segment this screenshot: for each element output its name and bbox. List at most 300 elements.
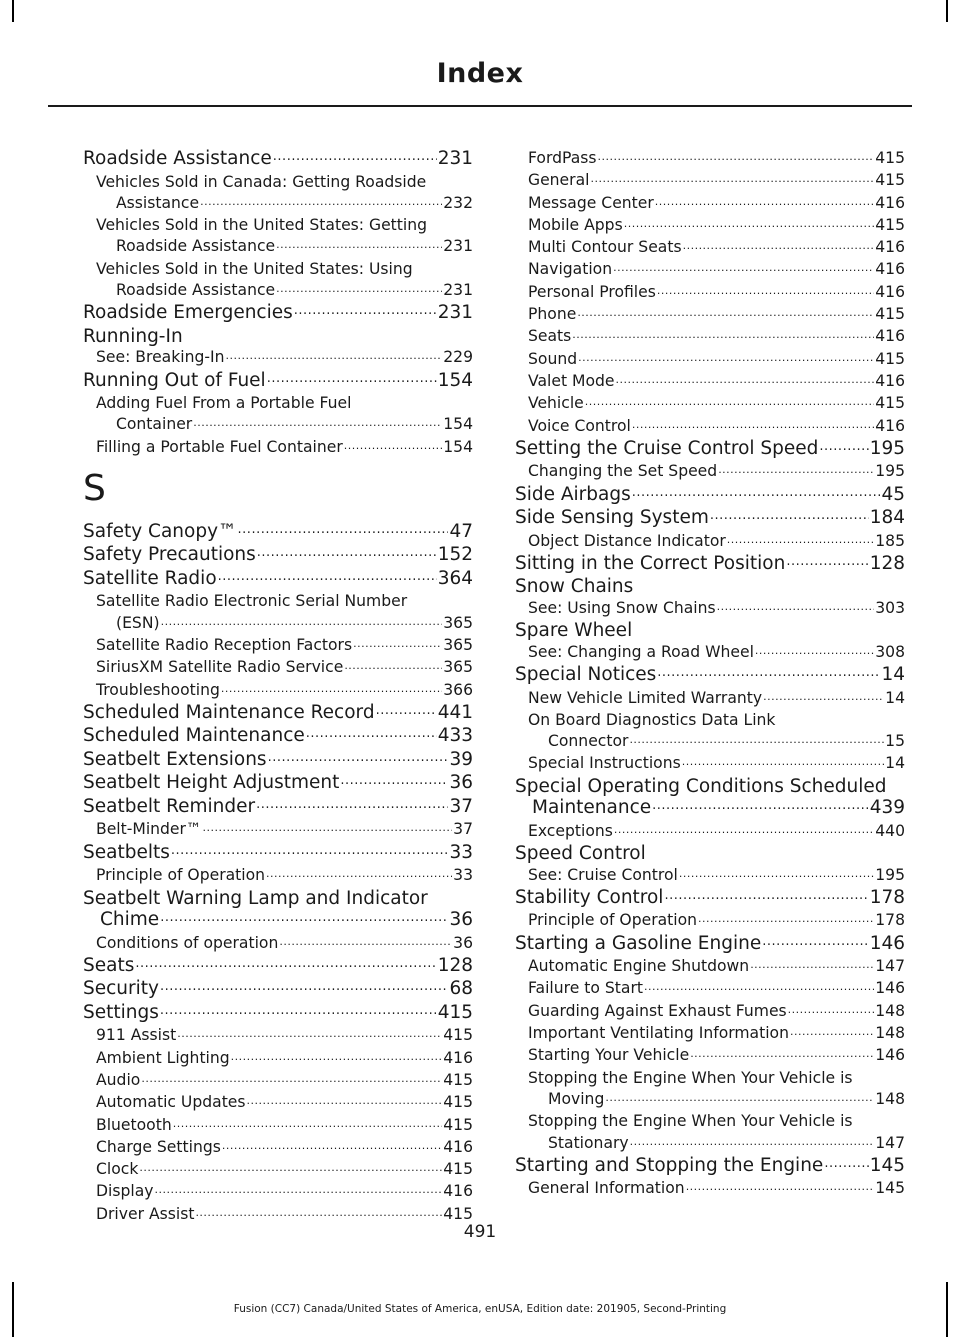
entry-text: Display (96, 1182, 154, 1201)
page-ref: 195 (875, 865, 905, 884)
entry-text: Seats (528, 327, 572, 346)
index-subentry (515, 170, 905, 192)
entry-text: Snow Chains (515, 576, 634, 598)
dot-leader (353, 633, 442, 654)
index-subentry (515, 416, 905, 438)
entry-text: Audio (96, 1070, 141, 1089)
page-ref: 415 (875, 349, 905, 368)
entry-text-continued: Moving (548, 1089, 605, 1108)
page-ref: 365 (443, 658, 473, 677)
entry-text: See: Cruise Control (528, 865, 678, 884)
page-ref: 128 (437, 954, 473, 976)
entry-text: Scheduled Maintenance (83, 725, 305, 747)
entry-text: Mobile Apps (528, 215, 623, 234)
page-ref: 232 (443, 193, 473, 212)
entry-text: Side Sensing System (515, 507, 709, 529)
page-ref: 416 (443, 1182, 473, 1201)
dot-leader (824, 1153, 868, 1175)
dot-leader (257, 542, 437, 564)
page-ref: 146 (875, 1046, 905, 1065)
page-ref: 415 (875, 305, 905, 324)
page-ref: 416 (875, 282, 905, 301)
page-ref: 415 (875, 394, 905, 413)
entry-text: Seatbelts (83, 841, 170, 863)
dot-leader (141, 1068, 442, 1089)
entry-text: Exceptions (528, 821, 613, 840)
entry-text: Running Out of Fuel (83, 369, 266, 391)
dot-leader (683, 235, 875, 256)
dot-leader (664, 885, 868, 907)
index-subentry (83, 1181, 473, 1203)
page-ref: 148 (875, 1024, 905, 1043)
entry-text: Starting and Stopping the Engine (515, 1154, 824, 1176)
dot-leader (578, 347, 874, 368)
dot-leader (160, 907, 448, 929)
entry-text-continued: Roadside Assistance (116, 237, 276, 256)
dot-leader (273, 146, 437, 168)
index-subentry (515, 710, 905, 754)
page-ref: 366 (443, 680, 473, 699)
index-subentry (83, 215, 473, 259)
dot-leader (763, 686, 884, 707)
entry-text-continued: Assistance (116, 193, 200, 212)
dot-leader (698, 908, 874, 929)
dot-leader (231, 1046, 443, 1067)
entry-text: Object Distance Indicator (528, 531, 726, 550)
entry-text: Principle of Operation (528, 911, 698, 930)
index-entry (83, 749, 473, 773)
dot-leader (682, 751, 884, 772)
page-ref: 47 (449, 520, 473, 542)
dot-leader (195, 1202, 442, 1223)
entry-text-continued: Roadside Assistance (116, 280, 276, 299)
dot-leader (657, 280, 874, 301)
page-ref: 195 (869, 437, 905, 459)
page-ref: 441 (437, 701, 473, 723)
entry-text: Stability Control (515, 886, 664, 908)
page-ref: 14 (885, 754, 905, 773)
entry-text: Filling a Portable Fuel Container (96, 437, 343, 456)
page-ref: 37 (449, 795, 473, 817)
page-ref: 148 (875, 1089, 905, 1108)
entry-text: Belt-Minder™ (96, 820, 202, 839)
index-subentry (515, 215, 905, 237)
index-subentry (515, 531, 905, 553)
entry-text: Setting the Cruise Control Speed (515, 437, 819, 459)
dot-leader (717, 596, 875, 617)
entry-text: General Information (528, 1179, 685, 1198)
dot-leader (340, 770, 448, 792)
dot-leader (268, 747, 449, 769)
entry-text: Important Ventilating Information (528, 1024, 789, 1043)
entry-text: Conditions of operation (96, 933, 279, 952)
dot-leader (590, 168, 874, 189)
entry-text: Driver Assist (96, 1204, 195, 1223)
entry-text: Principle of Operation (96, 866, 266, 885)
page-ref: 154 (443, 415, 473, 434)
entry-text: Automatic Engine Shutdown (528, 957, 750, 976)
page-ref: 416 (875, 416, 905, 435)
index-entry (83, 568, 473, 592)
dot-leader (718, 459, 874, 480)
entry-text: Navigation (528, 260, 613, 279)
entry-text: On Board Diagnostics Data Link (528, 710, 776, 729)
index-entry (515, 484, 905, 508)
page-ref: 147 (875, 957, 905, 976)
index-entry (83, 725, 473, 749)
index-entry (83, 978, 473, 1002)
entry-text-continued: Stationary (548, 1133, 629, 1152)
entry-text: Special Notices (515, 664, 657, 686)
page-ref: 415 (443, 1026, 473, 1045)
page-ref: 152 (437, 544, 473, 566)
index-entry (515, 576, 905, 598)
page-ref: 14 (885, 688, 905, 707)
index-subentry (515, 865, 905, 887)
page-ref: 365 (443, 613, 473, 632)
dot-leader (605, 1087, 874, 1108)
entry-text: Failure to Start (528, 979, 643, 998)
entry-text: Bluetooth (96, 1115, 172, 1134)
index-subentry (515, 1111, 905, 1155)
dot-leader (139, 1157, 442, 1178)
entry-text: Troubleshooting (96, 680, 220, 699)
entry-text: Seatbelt Extensions (83, 748, 267, 770)
index-subentry (515, 371, 905, 393)
index-entry (83, 521, 473, 545)
index-subentry (515, 461, 905, 483)
dot-leader (279, 931, 452, 952)
entry-text: Seatbelt Warning Lamp and Indicator (83, 887, 428, 909)
dot-leader (171, 840, 449, 862)
index-entry (83, 842, 473, 866)
dot-leader (577, 302, 874, 323)
entry-text: Spare Wheel (515, 620, 633, 642)
page-ref: 415 (443, 1204, 473, 1223)
dot-leader (154, 1179, 442, 1200)
index-subentry (83, 865, 473, 887)
entry-text: See: Breaking-In (96, 348, 225, 367)
page-title: Index (436, 58, 524, 89)
dot-leader (376, 700, 437, 722)
page-ref: 195 (875, 462, 905, 481)
entry-text: Seatbelt Height Adjustment (83, 772, 340, 794)
entry-text-continued: (ESN) (116, 613, 160, 632)
dot-leader (200, 191, 442, 212)
index-entry (83, 148, 473, 172)
index-subentry (83, 1159, 473, 1181)
index-subentry (515, 1045, 905, 1067)
index-entry (515, 438, 905, 462)
page-ref: 415 (443, 1115, 473, 1134)
index-subentry (83, 1070, 473, 1092)
entry-text: Roadside Assistance (83, 148, 272, 169)
page-ref: 416 (443, 1048, 473, 1067)
dot-leader (221, 678, 442, 699)
entry-text: Personal Profiles (528, 282, 656, 301)
dot-leader (657, 662, 880, 684)
page-ref: 415 (443, 1093, 473, 1112)
index-subentry (83, 259, 473, 303)
page-ref: 416 (443, 1137, 473, 1156)
index-subentry (515, 259, 905, 281)
entry-continuation (96, 236, 473, 258)
entry-continuation (528, 1133, 905, 1155)
page-ref: 229 (443, 348, 473, 367)
entry-text: Guarding Against Exhaust Fumes (528, 1001, 787, 1020)
index-column-right (515, 148, 905, 1201)
index-subentry (515, 598, 905, 620)
dot-leader (238, 519, 449, 541)
page-ref: 415 (875, 171, 905, 190)
page-ref: 14 (881, 664, 905, 686)
page-ref: 185 (875, 531, 905, 550)
index-entry (515, 933, 905, 957)
dot-leader (632, 414, 874, 435)
entry-text: Seats (83, 954, 135, 976)
index-entry (83, 955, 473, 979)
page-ref: 439 (869, 797, 905, 819)
dot-leader (616, 369, 875, 390)
entry-text: Charge Settings (96, 1137, 221, 1156)
page-ref: 147 (875, 1133, 905, 1152)
entry-continuation (96, 280, 473, 302)
crop-mark-top-left (12, 0, 14, 22)
dot-leader (247, 1090, 443, 1111)
page-ref: 415 (443, 1160, 473, 1179)
section-letter: S (83, 467, 106, 509)
page-ref: 68 (449, 978, 473, 1000)
entry-text: 911 Assist (96, 1026, 177, 1045)
index-subentry (515, 393, 905, 415)
index-subentry (83, 591, 473, 635)
entry-text: See: Using Snow Chains (528, 598, 716, 617)
dot-leader (624, 213, 875, 234)
index-entry (515, 620, 905, 642)
page-ref: 146 (869, 932, 905, 954)
page-ref: 36 (453, 933, 473, 952)
index-entry (515, 553, 905, 577)
page-ref: 440 (875, 821, 905, 840)
entry-text: Vehicles Sold in the United States: Using (96, 259, 413, 278)
dot-leader (790, 1021, 874, 1042)
page-ref: 416 (875, 371, 905, 390)
entry-text: See: Changing a Road Wheel (528, 642, 754, 661)
index-subentry (515, 349, 905, 371)
index-entry (83, 796, 473, 820)
dot-leader (690, 1043, 874, 1064)
dot-leader (225, 345, 442, 366)
entry-text-continued: Maintenance (532, 797, 652, 819)
page-ref: 231 (443, 237, 473, 256)
index-subentry (83, 933, 473, 955)
page-ref: 303 (875, 598, 905, 617)
page-ref: 178 (869, 886, 905, 908)
dot-leader (218, 566, 437, 588)
page-ref: 365 (443, 636, 473, 655)
dot-leader (306, 723, 437, 745)
index-subentry (515, 237, 905, 259)
dot-leader (276, 278, 442, 299)
page-ref: 416 (875, 260, 905, 279)
page-ref: 146 (875, 979, 905, 998)
dot-leader (203, 817, 453, 838)
index-entry (515, 664, 905, 688)
dot-leader (762, 931, 868, 953)
entry-text: Roadside Emergencies (83, 302, 293, 324)
page-ref: 416 (875, 327, 905, 346)
page-ref: 416 (875, 193, 905, 212)
page-ref: 36 (449, 772, 473, 794)
page-ref: 145 (875, 1179, 905, 1198)
index-subentry (83, 657, 473, 679)
index-subentry (515, 148, 905, 170)
footer-edition-info: Fusion (CC7) Canada/United States of America, enUSA, Edition date: 201905, Second-Printing (233, 1303, 727, 1315)
index-entry (83, 370, 473, 394)
entry-text: SiriusXM Satellite Radio Service (96, 658, 344, 677)
index-subentry (515, 688, 905, 710)
index-entry (83, 1002, 473, 1026)
dot-leader (614, 819, 874, 840)
dot-leader (727, 529, 874, 550)
page-ref: 128 (869, 552, 905, 574)
index-subentry (515, 326, 905, 348)
index-subentry (515, 304, 905, 326)
page-ref: 145 (869, 1154, 905, 1176)
index-entry (83, 888, 473, 933)
dot-leader (572, 324, 874, 345)
index-subentry (515, 978, 905, 1000)
dot-leader (598, 146, 875, 167)
entry-continuation (96, 193, 473, 215)
index-subentry (515, 193, 905, 215)
entry-text: Special Operating Conditions Scheduled (515, 775, 887, 797)
entry-continuation (515, 797, 905, 821)
page-ref: 184 (869, 507, 905, 529)
index-subentry (83, 393, 473, 437)
index-subentry (83, 1092, 473, 1114)
entry-text: Sound (528, 349, 578, 368)
entry-text-continued: Container (116, 415, 193, 434)
dot-leader (173, 1113, 443, 1134)
dot-leader (710, 505, 869, 527)
entry-text: Side Airbags (515, 483, 631, 505)
entry-text: Phone (528, 305, 577, 324)
index-entry (83, 772, 473, 796)
index-subentry (83, 635, 473, 657)
index-entry (83, 544, 473, 568)
index-entry (83, 302, 473, 326)
page-ref: 154 (437, 369, 473, 391)
index-subentry (83, 347, 473, 369)
index-subentry (83, 1137, 473, 1159)
index-subentry (83, 172, 473, 216)
index-entry (515, 507, 905, 531)
page-ref: 15 (885, 732, 905, 751)
entry-text: Starting a Gasoline Engine (515, 932, 762, 954)
index-entry (83, 702, 473, 726)
index-subentry (515, 753, 905, 775)
entry-text: Voice Control (528, 416, 631, 435)
page-ref: 231 (437, 302, 473, 324)
entry-text: Stopping the Engine When Your Vehicle is (528, 1112, 853, 1131)
entry-text: Sitting in the Correct Position (515, 552, 786, 574)
entry-continuation (528, 731, 905, 753)
dot-leader (344, 435, 442, 456)
page-ref: 416 (875, 238, 905, 257)
dot-leader (686, 1176, 875, 1197)
index-entry (83, 326, 473, 348)
entry-text-continued: Connector (548, 732, 629, 751)
entry-text: Satellite Radio Electronic Serial Number (96, 592, 408, 611)
index-column-left (83, 148, 473, 1226)
page-ref: 39 (449, 748, 473, 770)
entry-text: Seatbelt Reminder (83, 795, 256, 817)
entry-text: Satellite Radio Reception Factors (96, 636, 353, 655)
dot-leader (629, 729, 884, 750)
entry-text: Security (83, 978, 159, 1000)
entry-text: Vehicles Sold in Canada: Getting Roadside (96, 172, 427, 191)
entry-text: Running-In (83, 325, 183, 347)
entry-continuation (96, 414, 473, 436)
dot-leader (788, 999, 875, 1020)
dot-leader (585, 391, 874, 412)
page-ref: 45 (881, 483, 905, 505)
entry-text: General (528, 171, 590, 190)
entry-text-continued: Chime (100, 909, 160, 931)
index-subentry (83, 819, 473, 841)
page-ref: 231 (437, 148, 473, 169)
dot-leader (267, 368, 437, 390)
index-subentry (515, 1178, 905, 1200)
entry-text: Vehicle (528, 394, 584, 413)
entry-text: Special Instructions (528, 754, 681, 773)
header-divider (48, 105, 912, 107)
page-ref: 148 (875, 1001, 905, 1020)
entry-text: FordPass (528, 149, 597, 167)
entry-text: Adding Fuel From a Portable Fuel (96, 394, 352, 413)
dot-leader (750, 954, 874, 975)
entry-text: Clock (96, 1160, 139, 1179)
index-subentry (515, 956, 905, 978)
entry-text: Stopping the Engine When Your Vehicle is (528, 1068, 853, 1087)
index-subentry (515, 910, 905, 932)
index-subentry (515, 1001, 905, 1023)
crop-mark-top-right (946, 0, 948, 22)
page-number: 491 (463, 1222, 497, 1242)
entry-text: Ambient Lighting (96, 1048, 230, 1067)
dot-leader (160, 1000, 437, 1022)
index-subentry (515, 1068, 905, 1112)
index-subentry (83, 437, 473, 459)
page-ref: 154 (443, 437, 473, 456)
index-subentry (83, 1115, 473, 1137)
dot-leader (160, 976, 448, 998)
index-subentry (83, 680, 473, 702)
entry-continuation (528, 1089, 905, 1111)
page-ref: 36 (449, 909, 473, 931)
entry-text: Scheduled Maintenance Record (83, 701, 375, 723)
dot-leader (294, 300, 437, 322)
entry-text: Multi Contour Seats (528, 238, 682, 257)
entry-text: Safety Canopy™ (83, 520, 237, 542)
entry-text: Starting Your Vehicle (528, 1046, 690, 1065)
entry-text: Speed Control (515, 843, 646, 865)
dot-leader (222, 1135, 442, 1156)
page-ref: 231 (443, 280, 473, 299)
page-ref: 33 (449, 841, 473, 863)
dot-leader (135, 953, 436, 975)
